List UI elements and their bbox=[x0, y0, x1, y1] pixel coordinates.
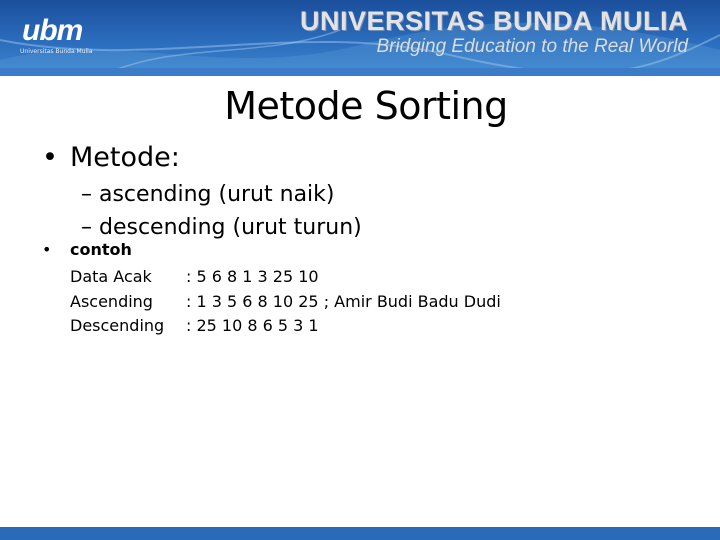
example-value: : 5 6 8 1 3 25 10 bbox=[186, 267, 319, 286]
example-heading: contoh bbox=[70, 240, 132, 259]
example-value: : 1 3 5 6 8 10 25 ; Amir Budi Badu Dudi bbox=[186, 291, 501, 311]
example-value: : 25 10 8 6 5 3 1 bbox=[186, 316, 319, 335]
header-banner bbox=[0, 0, 720, 76]
main-bullet bbox=[42, 142, 180, 173]
footer-bar bbox=[0, 527, 720, 540]
university-name: UNIVERSITAS BUNDA MULIA bbox=[300, 6, 688, 36]
university-tagline: Bridging Education to the Real World bbox=[376, 36, 688, 57]
example-label: Ascending bbox=[70, 291, 153, 311]
example-table bbox=[70, 265, 501, 339]
sub-bullet-item: – ascending (urut naik) bbox=[81, 182, 335, 207]
bullet-dot-icon: • bbox=[42, 240, 52, 259]
example-row bbox=[70, 265, 501, 290]
sub-bullet-item: – descending (urut turun) bbox=[81, 215, 362, 240]
example-row bbox=[70, 290, 501, 315]
header-stripe bbox=[0, 68, 720, 76]
example-row bbox=[70, 314, 501, 339]
university-logo bbox=[14, 8, 94, 60]
sub-bullet-list bbox=[81, 178, 362, 244]
bullet-dot-icon: • bbox=[42, 142, 58, 173]
example-label: Descending bbox=[70, 316, 165, 335]
main-bullet-text: Metode: bbox=[70, 142, 180, 173]
example-label: Data Acak bbox=[70, 267, 152, 286]
logo-subtext: Universitas Bunda Mulia bbox=[20, 48, 93, 55]
logo-text: ubm bbox=[22, 14, 83, 47]
slide-title: Metode Sorting bbox=[224, 84, 508, 128]
